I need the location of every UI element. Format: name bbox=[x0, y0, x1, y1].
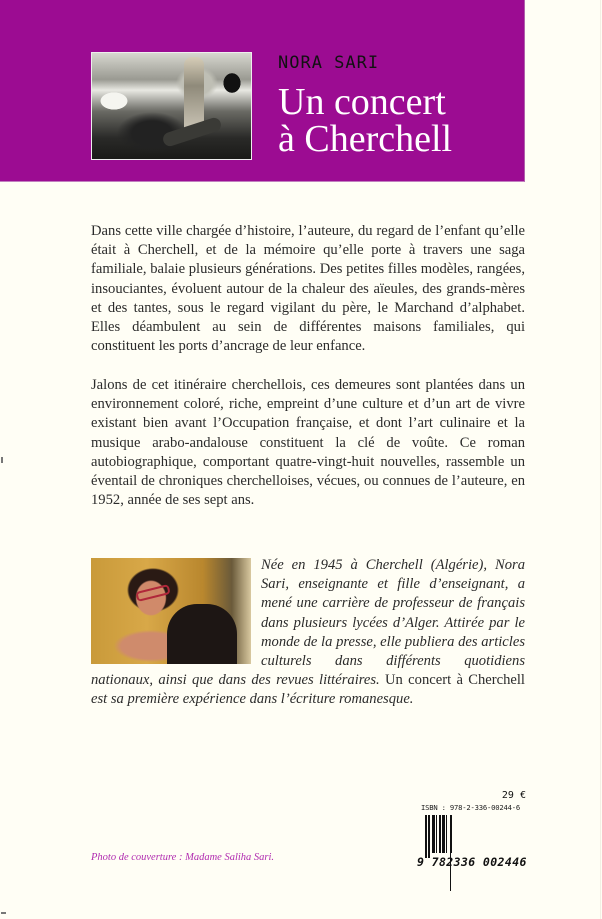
author-name: NORA SARI bbox=[278, 53, 380, 73]
isbn: ISBN : 978-2-336-00244-6 bbox=[421, 803, 521, 812]
barcode-digits: 9 782336 002446 bbox=[417, 855, 527, 869]
author-photo-glasses bbox=[135, 584, 170, 602]
bio-book-title: Un concert à Cherchell bbox=[379, 672, 525, 689]
crop-mark-middle bbox=[1, 457, 3, 463]
blurb-paragraph-2: Jalons de cet itinéraire cherchellois, ces demeures sont plantées dans un environnement coloré, riche, empreint d’une culture et d’un art de vivre existant bien avant l’Occupation française, et dont l’art culinaire et la musique arabo-andalouse constituent la clé de voûte. Ce roman autobiographique, comportant quatre-vingt-huit nouvelles, rassemble un éventail de chroniques cherchelloises, vécues, ou connues de l’auteure, en 1952, année de ses sept ans. bbox=[91, 377, 525, 509]
photo-credit: Photo de couverture : Madame Saliha Sari. bbox=[91, 852, 275, 863]
barcode bbox=[425, 815, 527, 857]
author-photo-clothing bbox=[167, 604, 237, 664]
price: 29 € bbox=[501, 790, 526, 801]
cover-photo bbox=[91, 52, 252, 160]
author-bio bbox=[91, 556, 525, 710]
author-photo bbox=[91, 558, 251, 664]
book-title bbox=[278, 81, 453, 160]
bio-text: Née en 1945 à Cherchell (Algérie), Nora Sari, enseignante et fille d’enseignant, a mené une carrière de professeur de français dans plusieurs lycées d’Alger. Attirée par le monde de la presse, elle publiera des articles culturels dans différents quotidiens nationaux, ainsi que dans des revues littéraires. bbox=[91, 557, 525, 689]
book-title-line-2: à Cherchell bbox=[278, 118, 453, 160]
cover-photo-figure bbox=[184, 57, 204, 129]
crop-mark-bottom bbox=[1, 912, 6, 914]
page-edge bbox=[600, 0, 601, 919]
header-band bbox=[0, 0, 525, 182]
blurb-paragraph-1: Dans cette ville chargée d’histoire, l’auteure, du regard de l’enfant qu’elle était à Cherchell, et de la mémoire qu’elle porte à travers une saga familiale, balaie plusieurs générations. Des petites filles modèles, rangées, insouciantes, évoluent autour de la chaleur des aïeules, des grands-mères et des tantes, sous le regard vigilant du père, le Marchand d’alphabet. Elles déambulent au sein de différentes maisons familiales, qui constituent les ports d’ancrage de leur enfance. bbox=[91, 223, 525, 355]
book-title-line-1: Un concert bbox=[278, 81, 446, 123]
bio-text-end: est sa première expérience dans l’écriture romanesque. bbox=[91, 691, 414, 708]
